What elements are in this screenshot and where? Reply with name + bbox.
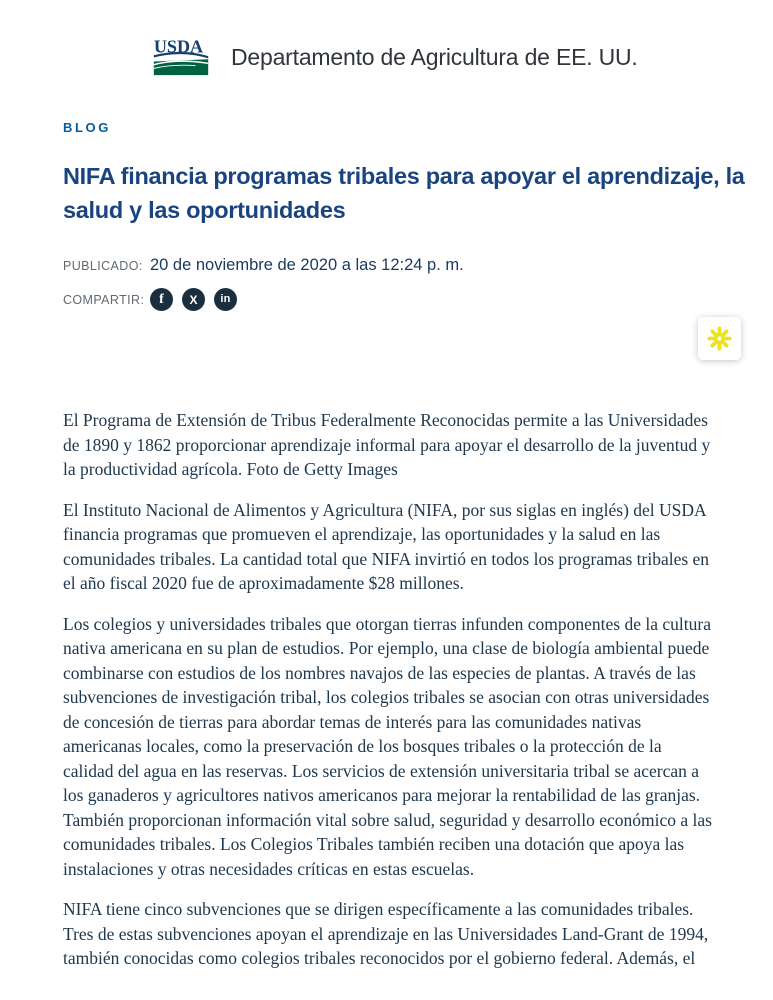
image-caption-paragraph: El Programa de Extensión de Tribus Federalmente Reconocidas permite a las Universidades de 1890 y 1862 proporcionar aprendizaje informal para apoyar el desarrollo de la juventud y la productividad agrícola. Foto de Getty Images <box>63 410 711 479</box>
facebook-share-button[interactable] <box>150 288 173 311</box>
body-paragraph-2: Los colegios y universidades tribales que otorgan tierras infunden componentes de la cultura nativa americana en su plan de estudios. Por ejemplo, una clase de biología ambiental puede combinarse con estudios de los nombres navajos de las especies de plantas. A través de las subvenciones de investigación tribal, los colegios tribales se asocian con otras universidades de concesión de tierras para abordar temas de interés para las comunidades nativas americanas locales, como la preservación de los bosques tribales o la protección de la calidad del agua en las reservas. Los servicios de extensión universitaria tribal se acercan a los ganaderos y agricultores nativos americanos para mejorar la rentabilidad de las granjas. También proporcionan información vital sobre salud, seguridad y desarrollo económico a las comunidades tribales. Los Colegios Tribales también reciben una dotación que apoya las instalaciones y otras necesidades críticas en estas escuelas. <box>63 613 712 879</box>
linkedin-icon: in <box>220 293 231 305</box>
published-row <box>63 256 713 275</box>
article-body <box>63 408 713 971</box>
article <box>63 77 745 971</box>
share-icons <box>150 288 237 311</box>
facebook-icon: f <box>159 291 164 307</box>
published-date: 20 de noviembre de 2020 a las 12:24 p. m. <box>150 256 464 274</box>
agency-name: Departamento de Agricultura de EE. UU. <box>231 43 638 70</box>
usda-logo-icon <box>152 37 210 77</box>
usda-logo-text: USDA <box>153 37 204 57</box>
accessibility-widget-button[interactable] <box>698 317 741 360</box>
asterisk-burst-icon <box>706 325 733 352</box>
x-share-button[interactable] <box>182 288 205 311</box>
share-label: COMPARTIR: <box>63 292 145 307</box>
article-title: NIFA financia programas tribales para apoyar el aprendizaje, la salud y las oportunidades <box>63 163 745 223</box>
body-paragraph-1: El Instituto Nacional de Alimentos y Agricultura (NIFA, por sus siglas en inglés) del USDA financia programas que promueven el aprendizaje, las oportunidades y la salud en las comunidades tribales. La cantidad total que NIFA invirtió en todos los programas tribales en el año fiscal 2020 fue de aproximadamente $28 millones. <box>63 499 710 593</box>
linkedin-share-button[interactable] <box>214 288 237 311</box>
share-row <box>63 288 713 311</box>
usda-logo[interactable] <box>152 37 210 77</box>
site-header <box>0 0 773 77</box>
published-label: PUBLICADO: <box>63 258 143 273</box>
body-paragraph-3: NIFA tiene cinco subvenciones que se dirigen específicamente a las comunidades tribales. Tres de estas subvenciones apoyan el aprendizaje en las Universidades Land-Grant de 1994, también conocidas como colegios tribales reconocidos por el gobierno federal. Además, el <box>63 899 709 968</box>
blog-eyebrow-link[interactable]: BLOG <box>63 120 111 135</box>
x-twitter-icon: X <box>189 292 198 307</box>
